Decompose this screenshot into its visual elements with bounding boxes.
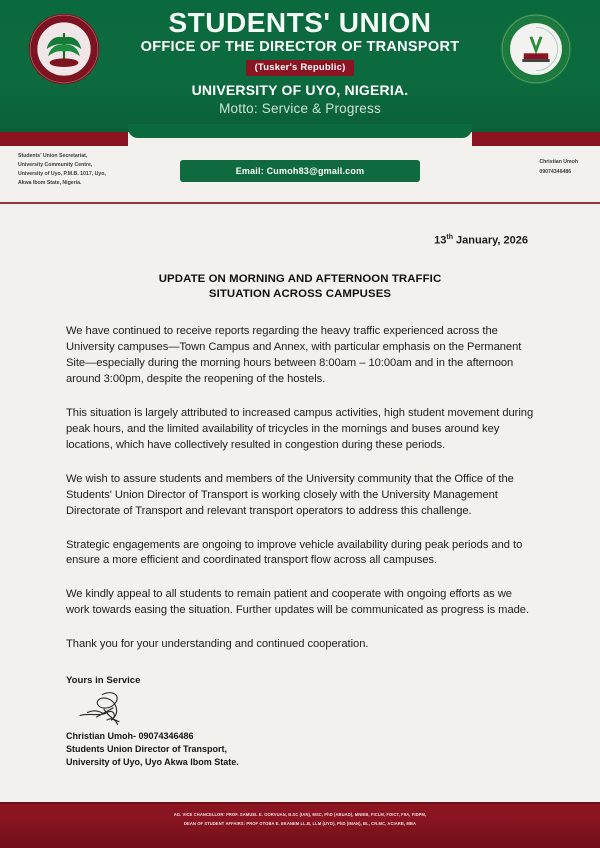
accent-bar-right [472,132,600,146]
university-of-uyo-seal-icon [28,13,100,85]
officer-contact [539,158,578,178]
footer-officials [40,810,560,829]
page-title-line-1: UPDATE ON MORNING AND AFTERNOON TRAFFIC [158,272,442,285]
contact-strip [0,146,600,204]
letterhead-footer [0,802,600,848]
university-motto: Motto: Service & Progress [219,100,381,116]
body-paragraph: We wish to assure students and members of the University community that the Office of the Students' Union Director of Transport is working closely with the University Management Directorate of Transport and relevant transport operators to address this challenge. [66,472,514,517]
address-line: Akwa Ibom State, Nigeria. [18,180,82,187]
accent-bar-left [0,132,128,146]
signer-institution: University of Uyo, Uyo Akwa Ibom State. [66,757,239,768]
body-paragraph: This situation is largely attributed to increased campus activities, high student movement during peak hours, and the limited availability of tricycles in the mornings and buses around key locations, which have collectively resulted in congestion during these periods. [66,407,534,451]
header-green-tab [128,124,472,138]
date-day: 13 [434,234,447,247]
republic-badge: (Tusker's Republic) [246,60,355,76]
organization-title: STUDENTS' UNION [168,7,432,38]
signer-details [66,730,534,769]
body-paragraph: Strategic engagements are ongoing to improve vehicle availability during peak periods and to ensure a more efficient and coordinated transport flow across all campuses. [66,538,523,567]
letterhead-header [0,0,600,132]
footer-line-dean: DEAN OF STUDENT AFFAIRS: PROF OTOBA E. EKANEM LL.B, LLM (UYO), PhD (IMAN), BL, CR.MC, ACIARB, MBA [183,821,417,827]
secretariat-address [18,152,158,188]
header-accent-bar [0,132,600,146]
body-paragraph: We have continued to receive reports regarding the heavy traffic experienced across the University campuses—Town Campus and Annex, with particular emphasis on the Permanent Site—especially during the morning hours between 8:00am – 10:00am and in the afternoon around 3:00pm, despite the reopening of the hostels. [66,325,522,386]
header-text-block [110,8,490,116]
letter-body [0,234,600,769]
students-union-uniuyo-seal-icon [500,13,572,85]
office-subtitle: OFFICE OF THE DIRECTOR OF TRANSPORT [140,39,460,56]
footer-line-vice-chancellor: AG. VICE CHANCELLOR: PROF. SAMUEL E. OORVUAN, B.SC (IAN), MSC, PhD (ABUAD), MNIEB, FICLM, FOICT, FIIA, FIDPM, [173,812,427,817]
footer-top-rule [0,802,600,804]
university-name: UNIVERSITY OF UYO, NIGERIA. [191,81,409,98]
address-line: Students' Union Secretariat, [18,153,88,159]
header-divider-rule [0,202,600,204]
officer-name: Christian Umoh [539,159,578,165]
handwritten-signature [74,687,194,729]
address-line: University of Uyo, P.M.B. 1017, Uyo, [18,171,106,178]
body-paragraph: Thank you for your understanding and continued cooperation. [66,638,369,651]
date-ordinal-suffix: th [446,234,453,241]
signer-role: Students Union Director of Transport, [66,744,228,755]
address-line: University Community Centre, [18,162,93,169]
sign-off-text: Yours in Service [66,675,141,687]
page-title [66,272,534,303]
signer-name-phone: Christian Umoh- 09074346486 [66,731,194,742]
email-banner[interactable]: Email: Cumoh83@gmail.com [180,160,420,182]
date-month-year: January, 2026 [452,234,528,247]
officer-phone: 09074346486 [539,168,572,175]
letter-date [66,234,528,247]
page-title-line-2: SITUATION ACROSS CAMPUSES [208,288,392,301]
body-paragraph: We kindly appeal to all students to remain patient and cooperate with ongoing efforts as we work towards easing the situation. Further updates will be communicated as progress is made. [66,588,530,617]
